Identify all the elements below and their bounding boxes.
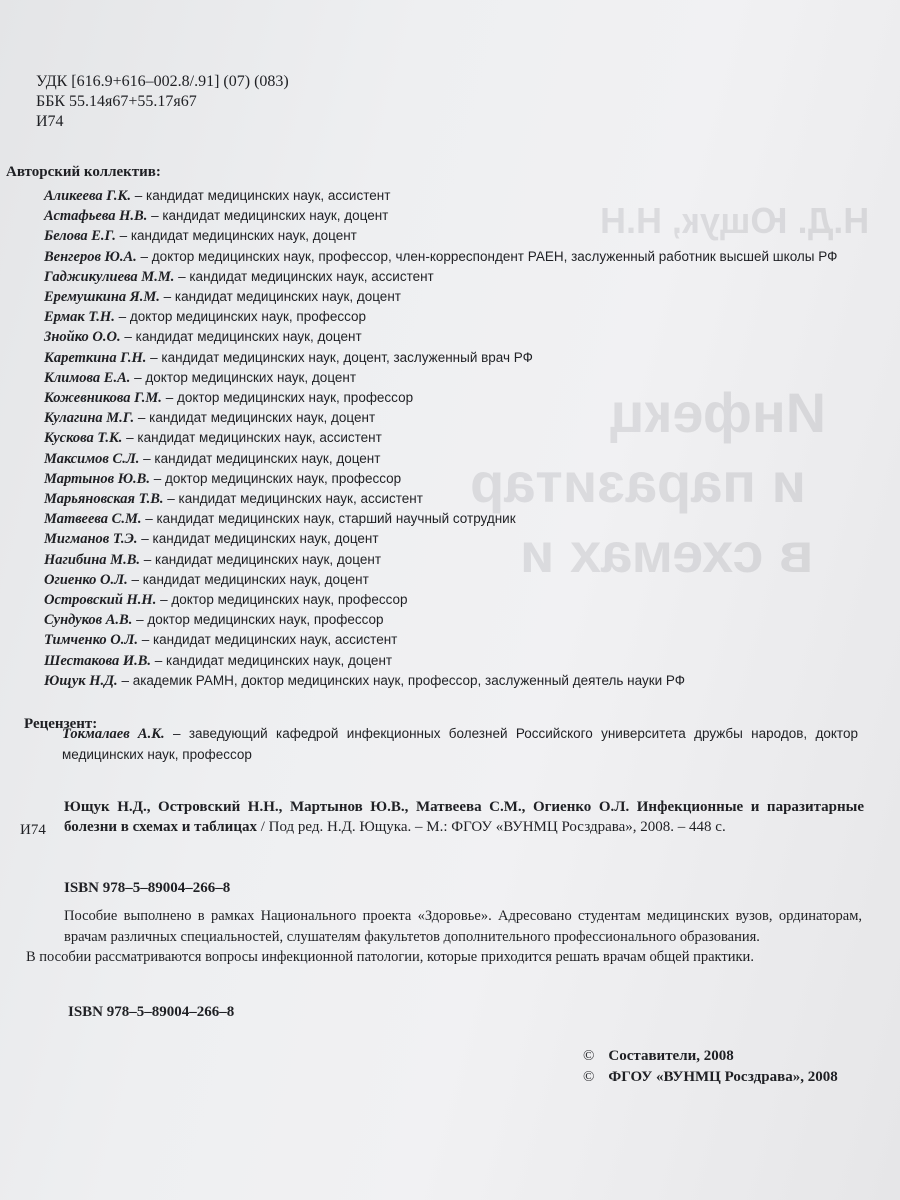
author-entry	[44, 630, 864, 650]
reviewer-name: Токмалаев А.К.	[62, 726, 165, 742]
author-description: – кандидат медицинских наук, доцент	[139, 450, 381, 466]
show-through-line-2: Инфекц	[610, 381, 826, 444]
author-name: Астафьева Н.В.	[44, 208, 148, 225]
author-entry	[44, 206, 864, 226]
author-name: Матвеева С.М.	[44, 511, 142, 528]
copyright-icon: ©	[583, 1069, 595, 1085]
bibliographic-imprint: / Под ред. Н.Д. Ющука. – М.: ФГОУ «ВУНМЦ Росздрава», 2008. – 448 с.	[256, 819, 726, 835]
author-description: – кандидат медицинских наук, доцент	[120, 329, 362, 345]
author-description: – академик РАМН, доктор медицинских наук, профессор, заслуженный деятель науки РФ	[117, 672, 686, 688]
author-entry	[44, 287, 864, 307]
author-entry	[44, 590, 864, 610]
author-entry	[44, 247, 864, 267]
author-name: Огиенко О.Л.	[44, 571, 128, 588]
author-entry	[44, 408, 864, 428]
author-name: Сундуков А.В.	[44, 612, 133, 629]
annotation-paragraph-2: В пособии рассматриваются вопросы инфекционной патологии, которые приходится решать врачам общей практики.	[26, 949, 754, 965]
isbn-top: ISBN 978–5–89004–266–8	[64, 880, 231, 896]
udk-code: УДК [616.9+616–002.8/.91] (07) (083)	[36, 73, 289, 90]
author-description: – кандидат медицинских наук, доцент	[134, 410, 376, 426]
author-name: Марьяновская Т.В.	[44, 491, 164, 508]
author-description: – доктор медицинских наук, доцент	[130, 369, 357, 385]
author-description: – кандидат медицинских наук, ассистент	[163, 491, 423, 507]
author-name: Тимченко О.Л.	[44, 632, 138, 649]
author-entry	[44, 509, 864, 529]
author-entry	[44, 388, 864, 408]
copyright-holder: Составители, 2008	[608, 1048, 734, 1064]
author-description: – доктор медицинских наук, профессор	[149, 470, 402, 486]
author-description: – доктор медицинских наук, профессор	[132, 612, 384, 628]
author-name: Венгеров Ю.А.	[44, 248, 137, 265]
author-description: – кандидат медицинских наук, доцент	[140, 551, 382, 567]
bibliographic-record	[64, 797, 864, 837]
author-name: Еремушкина Я.М.	[44, 289, 160, 306]
author-description: – кандидат медицинских наук, старший научный сотрудник	[141, 511, 516, 527]
author-description: – доктор медицинских наук, профессор	[114, 309, 367, 325]
author-entry	[44, 348, 864, 368]
author-description: – кандидат медицинских наук, ассистент	[122, 430, 382, 446]
show-through-line-4: в схемах и	[520, 521, 814, 584]
author-name: Аликеева Г.К.	[44, 188, 131, 204]
author-entry	[44, 428, 864, 448]
author-description: – кандидат медицинских наук, доцент, заслуженный врач РФ	[146, 349, 533, 365]
author-entry	[44, 671, 864, 691]
author-entry	[44, 226, 864, 246]
copyright-block	[583, 1046, 838, 1088]
author-entry	[44, 449, 864, 469]
author-entry	[44, 550, 864, 570]
author-name: Ющук Н.Д.	[44, 672, 118, 689]
author-description: – кандидат медицинских наук, ассистент	[130, 188, 391, 203]
copyright-holder: ФГОУ «ВУНМЦ Росздрава», 2008	[608, 1069, 838, 1085]
classification-block	[36, 72, 289, 132]
author-description: – кандидат медицинских наук, доцент	[147, 208, 389, 224]
show-through-line-3: и паразитар	[470, 451, 807, 514]
copyright-line	[583, 1046, 838, 1067]
isbn-bottom: ISBN 978–5–89004–266–8	[68, 1004, 235, 1020]
author-description: – кандидат медицинских наук, доцент	[137, 531, 379, 547]
author-entry	[44, 267, 864, 287]
author-description: – кандидат медицинских наук, ассистент	[174, 268, 434, 284]
author-entry	[44, 186, 864, 206]
show-through-line-1: Н.Д. Ющук, Н.Н	[600, 200, 870, 241]
author-mark: И74	[36, 113, 64, 130]
author-name: Гаджикулиева М.М.	[44, 268, 175, 285]
author-description: – доктор медицинских наук, профессор	[156, 592, 408, 608]
author-entry	[44, 529, 864, 549]
reviewer-description: – заведующий кафедрой инфекционных болезней Российского университета дружбы народов, доктор медицинских наук, профессор	[62, 726, 858, 762]
authors-heading: Авторский коллектив:	[6, 164, 161, 180]
author-description: – кандидат медицинских наук, доцент	[115, 228, 357, 244]
author-name: Кожевникова Г.М.	[44, 390, 162, 407]
bbk-code: ББК 55.14я67+55.17я67	[36, 93, 197, 110]
authors-list	[44, 186, 864, 691]
author-entry	[44, 651, 864, 671]
author-description: – доктор медицинских наук, профессор	[161, 390, 414, 406]
author-entry	[44, 368, 864, 388]
author-name: Белова Е.Г.	[44, 228, 116, 245]
author-entry	[44, 327, 864, 347]
author-description: – кандидат медицинских наук, доцент	[127, 571, 369, 587]
author-name: Шестакова И.В.	[44, 652, 152, 669]
author-entry	[44, 610, 864, 630]
bibliographic-authors-title: Ющук Н.Д., Островский Н.Н., Мартынов Ю.В., Матвеева С.М., Огиенко О.Л. Инфекционные и паразитарные болезни в схемах и таблицах	[64, 799, 864, 835]
annotation-paragraph-1: Пособие выполнено в рамках Национального проекта «Здоровье». Адресовано студентам медицинских вузов, ординаторам, врачам различных специальностей, слушателям факультетов дополнительного профессионального образования.	[64, 908, 862, 945]
author-entry	[44, 489, 864, 509]
author-entry	[44, 570, 864, 590]
reviewer-heading: Рецензент:	[24, 716, 98, 732]
author-description: – кандидат медицинских наук, ассистент	[137, 632, 398, 648]
index-code: И74	[20, 822, 46, 838]
author-name: Мигманов Т.Э.	[44, 531, 138, 548]
author-name: Мартынов Ю.В.	[44, 470, 150, 487]
author-description: – кандидат медицинских наук, доцент	[151, 652, 393, 668]
author-name: Ермак Т.Н.	[44, 309, 115, 326]
author-description: – кандидат медицинских наук, доцент	[159, 289, 401, 305]
author-name: Кулагина М.Г.	[44, 410, 135, 427]
author-name: Знойко О.О.	[44, 329, 121, 346]
author-name: Кускова Т.К.	[44, 430, 123, 447]
author-name: Островский Н.Н.	[44, 592, 157, 609]
author-name: Кареткина Г.Н.	[44, 349, 147, 366]
author-description: – доктор медицинских наук, профессор, член-корреспондент РАЕН, заслуженный работник высшей школы РФ	[136, 248, 838, 264]
author-name: Климова Е.А.	[44, 369, 131, 386]
annotation	[26, 906, 862, 968]
author-name: Нагибина М.В.	[44, 551, 140, 568]
copyright-icon: ©	[583, 1048, 595, 1064]
reviewer-entry	[62, 724, 858, 765]
author-entry	[44, 307, 864, 327]
author-name: Максимов С.Л.	[44, 450, 140, 467]
copyright-line	[583, 1067, 838, 1088]
author-entry	[44, 469, 864, 489]
